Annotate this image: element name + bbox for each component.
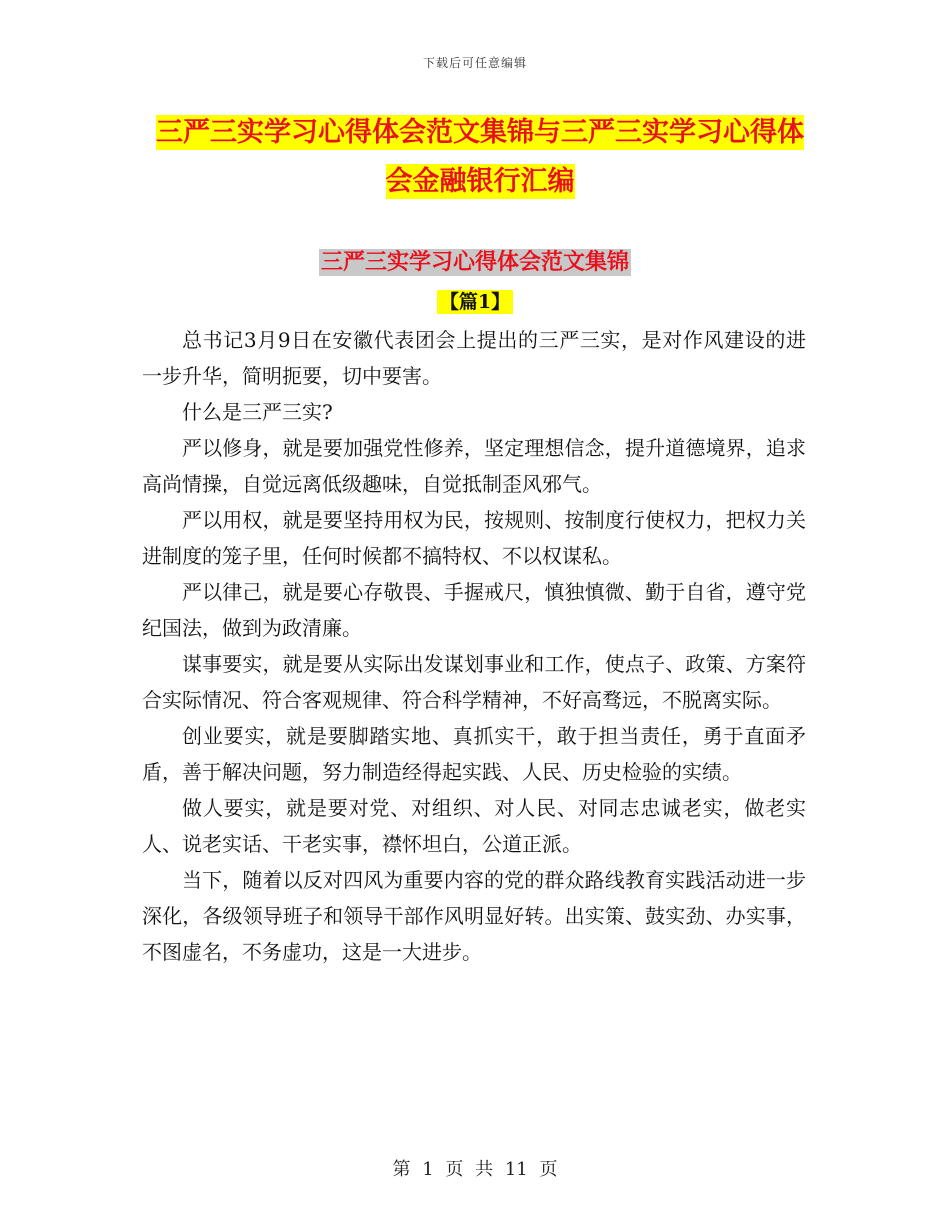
paragraph: 谋事要实，就是要从实际出发谋划事业和工作，使点子、政策、方案符合实际情况、符合客观规律、符合科学精神，不好高骛远，不脱离实际。 <box>142 652 806 712</box>
document-title-text: 三严三实学习心得体会范文集锦与三严三实学习心得体会金融银行汇编 <box>156 117 804 197</box>
paragraph: 总书记3月9日在安徽代表团会上提出的三严三实，是对作风建设的进一步升华，简明扼要，切中要害。 <box>142 328 806 388</box>
paragraph: 严以律己，就是要心存敬畏、手握戒尺，慎独慎微、勤于自省，遵守党纪国法，做到为政清廉。 <box>142 580 806 640</box>
paragraph: 做人要实，就是要对党、对组织、对人民、对同志忠诚老实，做老实人、说老实话、干老实事，襟怀坦白，公道正派。 <box>142 796 806 856</box>
page-number-footer: 第 1 页 共 11 页 <box>392 1159 558 1180</box>
document-title <box>150 108 810 206</box>
section-title-text: 三严三实学习心得体会范文集锦 <box>320 250 629 275</box>
chapter-mark-text: 【篇1】 <box>437 290 513 314</box>
paragraph: 严以修身，就是要加强党性修养，坚定理想信念，提升道德境界，追求高尚情操，自觉远离低级趣味，自觉抵制歪风邪气。 <box>142 436 806 496</box>
paragraph: 什么是三严三实? <box>182 400 333 424</box>
chapter-mark <box>0 288 950 316</box>
paragraph: 创业要实，就是要脚踏实地、真抓实干，敢于担当责任，勇于直面矛盾，善于解决问题，努力制造经得起实践、人民、历史检验的实绩。 <box>142 724 806 784</box>
header-note: 下载后可任意编辑 <box>422 56 527 70</box>
body-text <box>142 322 806 970</box>
paragraph: 严以用权，就是要坚持用权为民，按规则、按制度行使权力，把权力关进制度的笼子里，任何时候都不搞特权、不以权谋私。 <box>142 508 806 568</box>
section-title <box>0 246 950 280</box>
paragraph: 当下，随着以反对四风为重要内容的党的群众路线教育实践活动进一步深化，各级领导班子和领导干部作风明显好转。出实策、鼓实劲、办实事，不图虚名，不务虚功，这是一大进步。 <box>142 868 806 964</box>
